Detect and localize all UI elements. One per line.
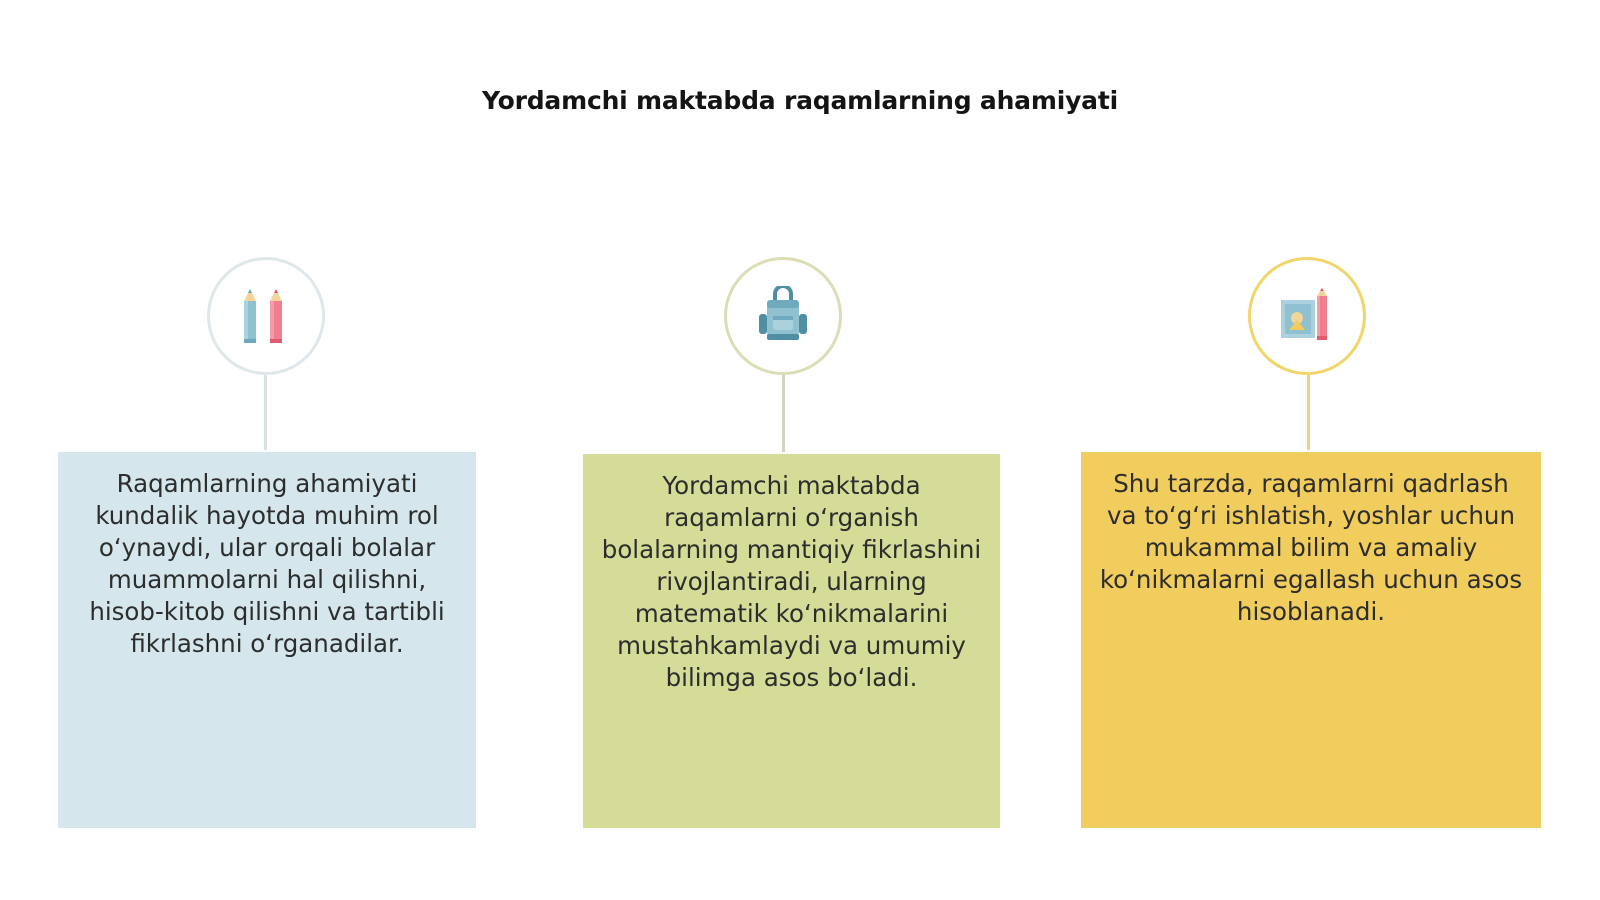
page-title: Yordamchi maktabda raqamlarning ahamiyati <box>482 86 1118 115</box>
backpack-icon <box>753 286 813 346</box>
info-card: Shu tarzda, raqamlarni qadrlash va to‘g‘ri ishlatish, yoshlar uchun mukammal bilim va amaliy ko‘nikmalarni egallash uchun asos hisoblanadi. <box>1081 452 1541 828</box>
icon-circle <box>724 257 842 375</box>
info-card: Yordamchi maktabda raqamlarni o‘rganish bolalarning mantiqiy fikrlashini rivojlantiradi, ularning matematik ko‘nikmalarini mustahkamlaydi va umumiy bilimga asos bo‘ladi. <box>583 454 1000 828</box>
pencils-icon <box>240 285 292 347</box>
connector-line <box>1307 375 1310 450</box>
icon-circle <box>207 257 325 375</box>
icon-circle <box>1248 257 1366 375</box>
connector-line <box>264 375 267 450</box>
drawing-and-pencil-icon <box>1277 286 1337 346</box>
info-card: Raqamlarning ahamiyati kundalik hayotda muhim rol o‘ynaydi, ular orqali bolalar muammolarni hal qilishni, hisob-kitob qilishni va tartibli fikrlashni o‘rganadilar. <box>58 452 476 828</box>
connector-line <box>782 375 785 452</box>
